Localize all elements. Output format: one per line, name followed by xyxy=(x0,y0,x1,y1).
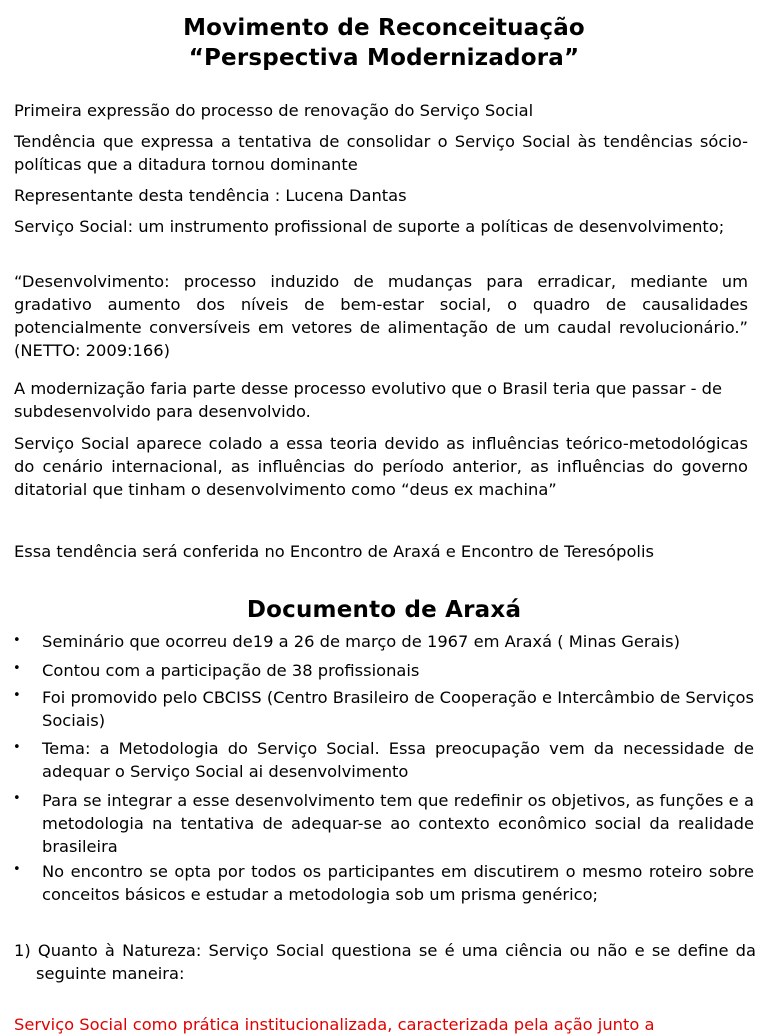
section-title: Documento de Araxá xyxy=(246,597,522,623)
bullet-marker: • xyxy=(13,791,21,806)
paragraph-1: Primeira expressão do processo de renovação do Serviço Social xyxy=(14,101,534,120)
bullet-item-3: Foi promovido pelo CBCISS (Centro Brasileiro de Cooperação e Intercâmbio de Serviços Sociais) xyxy=(42,688,754,730)
highlighted-text: Serviço Social como prática institucionalizada, caracterizada pela ação junto a xyxy=(14,1015,655,1034)
paragraph-3: Representante desta tendência : Lucena Dantas xyxy=(14,186,407,205)
paragraph-4: Serviço Social: um instrumento profissional de suporte a políticas de desenvolvimento; xyxy=(14,217,725,236)
page-title-line1: Movimento de Reconceituação xyxy=(183,15,585,41)
paragraph-2: Tendência que expressa a tentativa de consolidar o Serviço Social às tendências sócio-políticas que a ditadura tornou dominante xyxy=(14,132,748,174)
bullet-item-6: No encontro se opta por todos os participantes em discutirem o mesmo roteiro sobre conceitos básicos e estudar a metodologia sob um prisma genérico; xyxy=(42,862,754,904)
bullet-marker: • xyxy=(13,862,21,877)
paragraph-8: Essa tendência será conferida no Encontro de Araxá e Encontro de Teresópolis xyxy=(14,542,654,561)
bullet-item-4: Tema: a Metodologia do Serviço Social. Essa preocupação vem da necessidade de adequar o Serviço Social ai desenvolvimento xyxy=(42,739,754,781)
numbered-item-1: 1) Quanto à Natureza: Serviço Social questiona se é uma ciência ou não e se define da seguinte maneira: xyxy=(14,941,756,983)
bullet-item-2: Contou com a participação de 38 profissionais xyxy=(42,661,420,680)
bullet-marker: • xyxy=(13,688,21,703)
bullet-item-1: Seminário que ocorreu de19 a 26 de março de 1967 em Araxá ( Minas Gerais) xyxy=(42,632,680,651)
bullet-marker: • xyxy=(13,661,21,676)
bullet-marker: • xyxy=(13,633,21,648)
page-title-line2: “Perspectiva Modernizadora” xyxy=(188,45,580,71)
bullet-item-5: Para se integrar a esse desenvolvimento tem que redefinir os objetivos, as funções e a metodologia na tentativa de adequar-se ao contexto econômico social da realidade brasileira xyxy=(42,791,754,856)
paragraph-5-quote: “Desenvolvimento: processo induzido de mudanças para erradicar, mediante um gradativo aumento dos níveis de bem-estar social, o quadro de causalidades potencialmente conversíveis em vetores de alimentação de um caudal revolucionário.” (NETTO: 2009:166) xyxy=(14,272,748,360)
paragraph-6: A modernização faria parte desse processo evolutivo que o Brasil teria que passar - de subdesenvolvido para desenvolvido. xyxy=(14,379,722,421)
paragraph-7: Serviço Social aparece colado a essa teoria devido as influências teórico-metodológicas do cenário internacional, as influências do período anterior, as influências do governo ditatorial que tinham o desenvolvimento como “deus ex machina” xyxy=(14,434,748,499)
bullet-marker: • xyxy=(13,740,21,755)
